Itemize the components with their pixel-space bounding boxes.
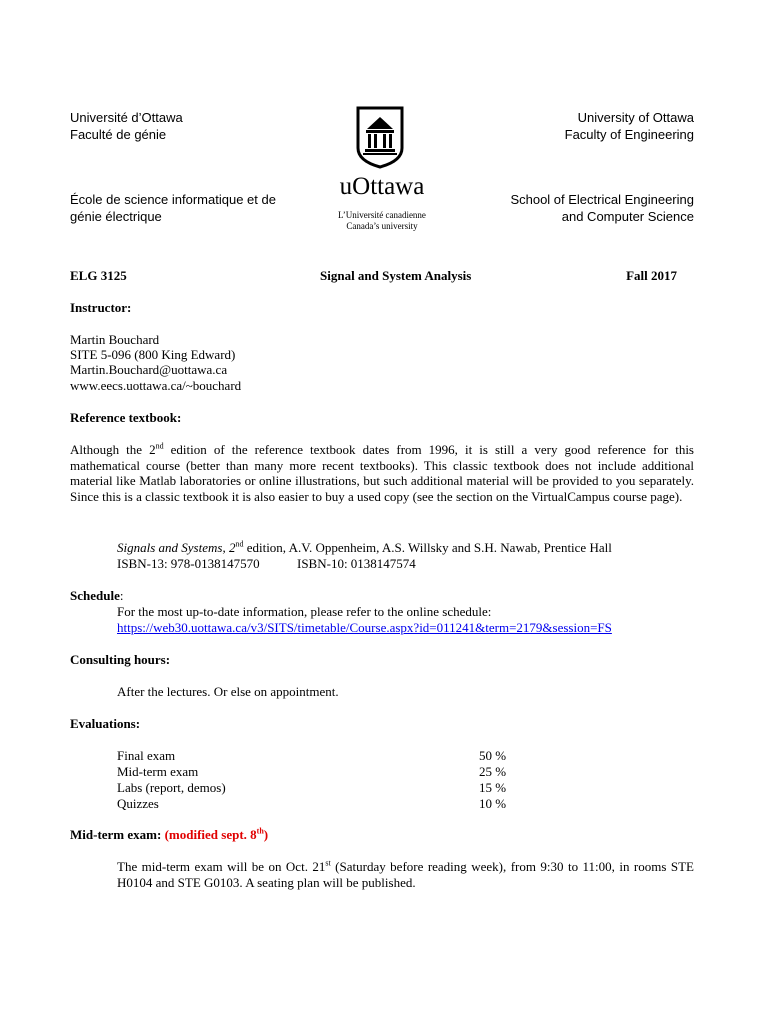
header-en-faculty: Faculty of Engineering [564, 127, 694, 142]
schedule-text: For the most up-to-date information, please refer to the online schedule: [117, 604, 492, 619]
midterm-modified-note: (modified sept. 8th) [164, 826, 269, 842]
textbook-heading: Reference textbook: [70, 410, 182, 425]
uottawa-crest-icon [355, 103, 405, 169]
evaluation-name: Mid-term exam [117, 764, 199, 779]
header-fr-university: Université d’Ottawa [70, 110, 183, 125]
evaluation-percent: 10 % [479, 796, 507, 811]
header-fr-school-line2: génie électrique [70, 209, 162, 224]
course-term: Fall 2017 [626, 268, 677, 283]
instructor-name: Martin Bouchard [70, 332, 160, 347]
evaluation-percent: 25 % [479, 764, 507, 779]
evaluation-name: Final exam [117, 748, 176, 763]
instructor-email[interactable]: Martin.Bouchard@uottawa.ca [70, 362, 228, 377]
textbook-paragraph: Although the 2nd edition of the reference textbook dates from 1996, it is still a very good reference for this mathematical course (better than many more recent textbooks). This classic textbook does not include additional material like Matlab laboratories or online illustrations, but such additional material will be provided to you separately. Since this is a classic textbook it is also easier to buy a used copy (see the section on the VirtualCampus course page). [70, 441, 694, 504]
schedule-link[interactable]: https://web30.uottawa.ca/v3/SITS/timetable/Course.aspx?id=011241&term=2179&session=FS [117, 620, 612, 635]
midterm-heading: Mid-term exam: (modified sept. 8th) [70, 826, 269, 842]
evaluation-row [117, 748, 517, 764]
course-code: ELG 3125 [70, 268, 127, 283]
instructor-website[interactable]: www.eecs.uottawa.ca/~bouchard [70, 378, 242, 393]
evaluation-percent: 15 % [479, 780, 507, 795]
evaluations-heading: Evaluations: [70, 716, 141, 731]
evaluation-name: Labs (report, demos) [117, 780, 226, 795]
isbn-13: ISBN-13: 978-0138147570 [117, 556, 260, 571]
isbn-10: ISBN-10: 0138147574 [297, 556, 416, 571]
consulting-text: After the lectures. Or else on appointment. [117, 684, 339, 699]
logo-tagline-en: Canada’s university [346, 221, 418, 231]
evaluation-row [117, 764, 517, 780]
course-title: Signal and System Analysis [320, 268, 472, 283]
header-fr-faculty: Faculté de génie [70, 127, 167, 142]
instructor-heading: Instructor: [70, 300, 132, 315]
evaluation-percent: 50 % [479, 748, 507, 763]
evaluation-row [117, 796, 517, 812]
header-en-university: University of Ottawa [577, 110, 694, 125]
logo-tagline-fr: L’Université canadienne [338, 210, 426, 220]
consulting-heading: Consulting hours: [70, 652, 171, 667]
schedule-heading: Schedule: [70, 588, 124, 603]
textbook-citation: Signals and Systems, 2nd edition, A.V. Oppenheim, A.S. Willsky and S.H. Nawab, Prentice Hall [117, 539, 612, 555]
midterm-paragraph: The mid-term exam will be on Oct. 21st (Saturday before reading week), from 9:30 to 11:00, in rooms STE H0104 and STE G0103. A seating plan will be published. [117, 858, 694, 890]
header-en-school-line2: and Computer Science [561, 209, 694, 224]
logo-wordmark: uOttawa [339, 173, 425, 200]
evaluation-row [117, 780, 517, 796]
instructor-office: SITE 5-096 (800 King Edward) [70, 347, 236, 362]
header-fr-school-line1: École de science informatique et de [70, 192, 276, 207]
header-en-school-line1: School of Electrical Engineering [510, 192, 694, 207]
evaluation-name: Quizzes [117, 796, 159, 811]
